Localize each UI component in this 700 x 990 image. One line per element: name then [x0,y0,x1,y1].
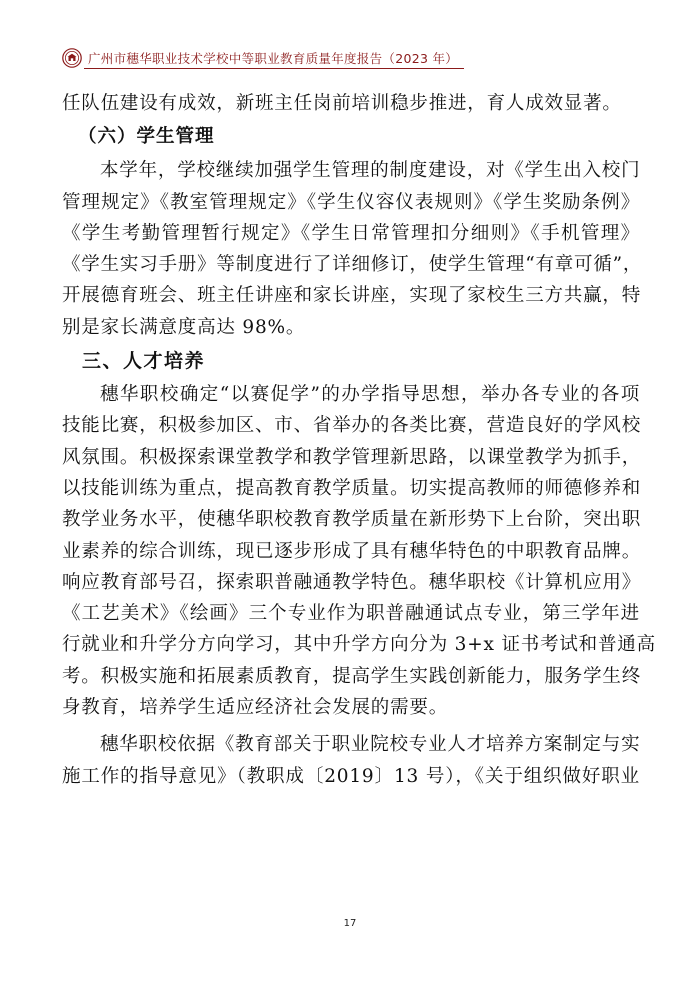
page-number: 17 [343,918,357,929]
paragraph-line: 开展德育班会、班主任讲座和家长讲座，实现了家校生三方共赢，特 [62,285,642,307]
page-content [62,88,656,792]
section-three-paragraph-2 [62,729,640,792]
section-three-heading: 三、人才培养 [82,350,206,373]
paragraph-line: 《学生实习手册》等制度进行了详细修订，使学生管理“有章可循”， [62,254,643,276]
paragraph-line: 穗华职校确定“以赛促学”的办学指导思想，举办各专业的各项 [100,384,640,406]
paragraph-line: 身教育，培养学生适应经济社会发展的需要。 [62,697,449,719]
section-six-paragraph [62,155,643,343]
paragraph-line: 风氛围。积极探索课堂教学和教学管理新思路，以课堂教学为抓手， [62,446,642,468]
paragraph-line: 教学业务水平，使穗华职校教育教学质量在新形势下上台阶，突出职 [62,509,642,531]
paragraph-line: 考。积极实施和拓展素质教育，提高学生实践创新能力，服务学生终 [62,665,642,687]
paragraph-line: 行就业和升学分方向学习，其中升学方向分为 3+x 证书考试和普通高 [62,634,656,656]
report-header-title: 广州市穗华职业技术学校中等职业教育质量年度报告（2023 年） [88,51,459,66]
page-header [62,46,458,70]
intro-text-line: 任队伍建设有成效，新班主任岗前培训稳步推进，育人成效显著。 [62,93,622,114]
header-divider [84,68,464,69]
section-three-paragraph-1 [62,379,656,723]
paragraph-line: 本学年，学校继续加强学生管理的制度建设，对《学生出入校门 [100,160,641,182]
paragraph-line: 业素养的综合训练，现已逐步形成了具有穗华特色的中职教育品牌。 [62,540,642,562]
paragraph-line: 别是家长满意度高达 98%。 [62,316,306,338]
paragraph-line: 施工作的指导意见》（教职成〔2019〕13 号），《关于组织做好职业 [62,765,640,787]
paragraph-line: 以技能训练为重点，提高教育教学质量。切实提高教师的师德修养和 [62,477,642,499]
paragraph-line: 技能比赛，积极参加区、市、省举办的各类比赛，营造良好的学风校 [62,415,642,437]
paragraph-line: 穗华职校依据《教育部关于职业院校专业人才培养方案制定与实 [100,734,641,756]
paragraph-line: 管理规定》《教室管理规定》《学生仪容仪表规则》《学生奖励条例》 [62,191,640,213]
paragraph-line: 响应教育部号召，探索职普融通教学特色。穗华职校《计算机应用》 [62,571,642,593]
school-emblem-icon [62,48,82,68]
paragraph-line: 《工艺美术》《绘画》三个专业作为职普融通试点专业，第三学年进 [62,603,640,625]
paragraph-line: 《学生考勤管理暂行规定》《学生日常管理扣分细则》《手机管理》 [62,222,640,244]
section-six-heading: （六）学生管理 [78,126,215,148]
